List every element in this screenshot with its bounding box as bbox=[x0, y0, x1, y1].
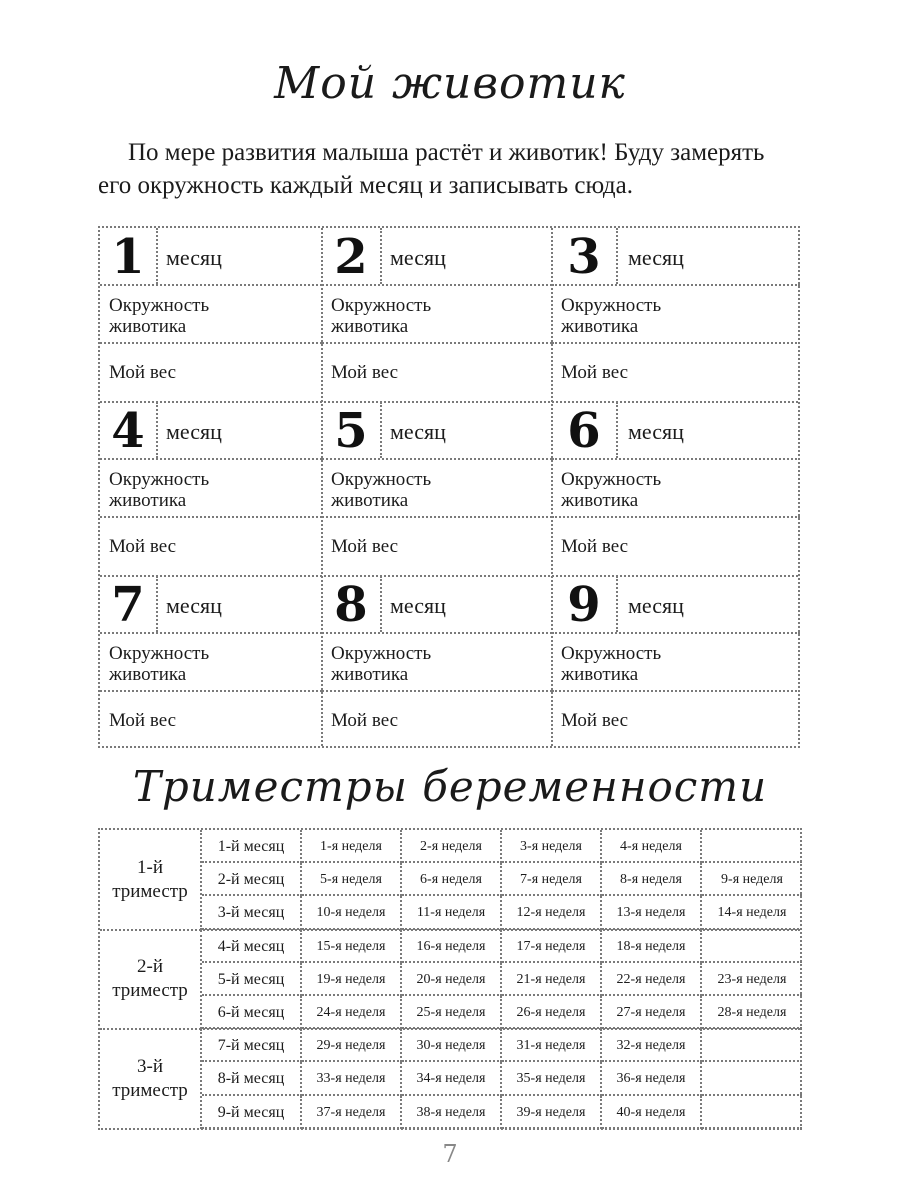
month-word: месяц bbox=[166, 419, 222, 444]
month-word: месяц bbox=[390, 593, 446, 618]
month-header bbox=[322, 576, 552, 634]
circumference-label-line-1: Окружность bbox=[109, 469, 210, 490]
week-cell: 8-я неделя bbox=[602, 863, 702, 896]
belly-circumference-field[interactable] bbox=[100, 634, 322, 692]
intro-line-2: его окружность каждый месяц и записывать сюда. bbox=[98, 172, 633, 199]
week-cell: 13-я неделя bbox=[602, 896, 702, 929]
month-header bbox=[552, 228, 800, 286]
month-header bbox=[322, 402, 552, 460]
my-weight-field[interactable]: Мой вес bbox=[331, 710, 399, 731]
week-cell: 39-я неделя bbox=[502, 1096, 602, 1129]
my-weight-field[interactable]: Мой вес bbox=[331, 536, 399, 557]
week-cell: 29-я неделя bbox=[302, 1029, 402, 1062]
circumference-label-line-2: животика bbox=[561, 490, 639, 511]
week-cell: 38-я неделя bbox=[402, 1096, 502, 1129]
circumference-label-line-2: животика bbox=[109, 490, 187, 511]
week-cell: 34-я неделя bbox=[402, 1062, 502, 1095]
trimester-month-cell: 7-й месяц bbox=[202, 1029, 302, 1062]
week-cell: 5-я неделя bbox=[302, 863, 402, 896]
circumference-label-line-1: Окружность bbox=[331, 643, 432, 664]
trimester-month-cell: 4-й месяц bbox=[202, 930, 302, 963]
month-block bbox=[322, 576, 552, 750]
week-cell: 15-я неделя bbox=[302, 930, 402, 963]
circumference-label-line-1: Окружность bbox=[109, 643, 210, 664]
month-word: месяц bbox=[628, 593, 684, 618]
trimester-number: 3-й bbox=[137, 1055, 163, 1077]
month-number: 3 bbox=[552, 228, 618, 284]
circumference-label-line-2: животика bbox=[561, 664, 639, 685]
my-weight-field[interactable]: Мой вес bbox=[331, 362, 399, 383]
week-cell: 31-я неделя bbox=[502, 1029, 602, 1062]
belly-circumference-field[interactable] bbox=[322, 634, 552, 692]
month-word: месяц bbox=[166, 593, 222, 618]
trimester-month-cell: 1-й месяц bbox=[202, 830, 302, 863]
week-cell bbox=[702, 1062, 802, 1095]
month-block bbox=[322, 228, 552, 402]
my-weight-field[interactable]: Мой вес bbox=[109, 710, 177, 731]
belly-circumference-field[interactable] bbox=[552, 634, 800, 692]
week-cell: 10-я неделя bbox=[302, 896, 402, 929]
week-cell: 26-я неделя bbox=[502, 996, 602, 1029]
intro-paragraph bbox=[98, 136, 818, 202]
my-weight-field[interactable]: Мой вес bbox=[561, 362, 629, 383]
belly-circumference-field[interactable] bbox=[322, 286, 552, 344]
belly-circumference-field[interactable] bbox=[552, 460, 800, 518]
month-block bbox=[100, 228, 322, 402]
month-block bbox=[100, 576, 322, 750]
month-number: 6 bbox=[552, 402, 618, 458]
week-cell: 17-я неделя bbox=[502, 930, 602, 963]
belly-circumference-field[interactable] bbox=[322, 460, 552, 518]
column-divider bbox=[551, 228, 553, 746]
month-number: 2 bbox=[322, 228, 382, 284]
trimester-divider bbox=[100, 1028, 800, 1030]
month-number: 9 bbox=[552, 576, 618, 632]
my-weight-field[interactable]: Мой вес bbox=[109, 536, 177, 557]
month-block bbox=[552, 228, 800, 402]
circumference-label-line-1: Окружность bbox=[331, 295, 432, 316]
week-cell: 7-я неделя bbox=[502, 863, 602, 896]
page-title: Мой животик bbox=[274, 58, 626, 109]
month-number: 1 bbox=[100, 228, 158, 284]
month-block bbox=[552, 576, 800, 750]
week-cell: 6-я неделя bbox=[402, 863, 502, 896]
my-weight-field[interactable]: Мой вес bbox=[109, 362, 177, 383]
week-cell: 22-я неделя bbox=[602, 963, 702, 996]
trimesters-title: Триместры беременности bbox=[132, 762, 768, 811]
intro-line-1: По мере развития малыша растёт и животик! Буду замерять bbox=[128, 139, 765, 166]
belly-circumference-field[interactable] bbox=[100, 460, 322, 518]
trimester-word: триместр bbox=[112, 880, 188, 902]
trimester-word: триместр bbox=[112, 1079, 188, 1101]
week-cell: 21-я неделя bbox=[502, 963, 602, 996]
month-number: 4 bbox=[100, 402, 158, 458]
circumference-label-line-2: животика bbox=[331, 316, 409, 337]
week-cell: 37-я неделя bbox=[302, 1096, 402, 1129]
circumference-label-line-1: Окружность bbox=[561, 643, 662, 664]
week-cell: 32-я неделя bbox=[602, 1029, 702, 1062]
week-cell: 2-я неделя bbox=[402, 830, 502, 863]
trimester-month-cell: 6-й месяц bbox=[202, 996, 302, 1029]
week-cell: 3-я неделя bbox=[502, 830, 602, 863]
week-cell: 28-я неделя bbox=[702, 996, 802, 1029]
trimester-word: триместр bbox=[112, 980, 188, 1002]
circumference-label-line-2: животика bbox=[109, 316, 187, 337]
week-cell: 18-я неделя bbox=[602, 930, 702, 963]
week-cell bbox=[702, 830, 802, 863]
trimester-month-cell: 9-й месяц bbox=[202, 1096, 302, 1129]
month-header bbox=[552, 576, 800, 634]
trimester-divider bbox=[100, 929, 800, 931]
row-group-divider bbox=[100, 401, 798, 403]
circumference-label-line-1: Окружность bbox=[331, 469, 432, 490]
trimester-label bbox=[100, 1029, 202, 1129]
week-cell: 40-я неделя bbox=[602, 1096, 702, 1129]
circumference-label-line-1: Окружность bbox=[561, 469, 662, 490]
circumference-label-line-2: животика bbox=[109, 664, 187, 685]
belly-circumference-field[interactable] bbox=[552, 286, 800, 344]
month-block bbox=[100, 402, 322, 576]
my-weight-field[interactable]: Мой вес bbox=[561, 710, 629, 731]
week-cell: 1-я неделя bbox=[302, 830, 402, 863]
week-cell: 23-я неделя bbox=[702, 963, 802, 996]
trimester-number: 1-й bbox=[137, 856, 163, 878]
circumference-label-line-2: животика bbox=[561, 316, 639, 337]
week-cell bbox=[702, 1096, 802, 1129]
week-cell: 4-я неделя bbox=[602, 830, 702, 863]
trimester-label bbox=[100, 930, 202, 1030]
month-word: месяц bbox=[166, 245, 222, 270]
trimester-month-cell: 2-й месяц bbox=[202, 863, 302, 896]
month-block bbox=[322, 402, 552, 576]
week-cell bbox=[702, 1029, 802, 1062]
week-cell: 25-я неделя bbox=[402, 996, 502, 1029]
circumference-label-line-2: животика bbox=[331, 664, 409, 685]
week-cell: 9-я неделя bbox=[702, 863, 802, 896]
belly-circumference-field[interactable] bbox=[100, 286, 322, 344]
trimester-month-cell: 5-й месяц bbox=[202, 963, 302, 996]
week-cell: 35-я неделя bbox=[502, 1062, 602, 1095]
week-cell: 36-я неделя bbox=[602, 1062, 702, 1095]
week-cell: 20-я неделя bbox=[402, 963, 502, 996]
month-word: месяц bbox=[628, 419, 684, 444]
monthly-measurement-grid bbox=[98, 226, 800, 748]
month-number: 7 bbox=[100, 576, 158, 632]
month-header bbox=[322, 228, 552, 286]
trimester-month-cell: 3-й месяц bbox=[202, 896, 302, 929]
week-cell: 30-я неделя bbox=[402, 1029, 502, 1062]
week-cell: 24-я неделя bbox=[302, 996, 402, 1029]
week-cell: 33-я неделя bbox=[302, 1062, 402, 1095]
trimester-label bbox=[100, 830, 202, 930]
month-number: 8 bbox=[322, 576, 382, 632]
month-header bbox=[100, 402, 322, 460]
month-header bbox=[552, 402, 800, 460]
week-cell bbox=[702, 930, 802, 963]
trimester-table bbox=[98, 828, 802, 1130]
month-header bbox=[100, 228, 322, 286]
my-weight-field[interactable]: Мой вес bbox=[561, 536, 629, 557]
month-word: месяц bbox=[390, 419, 446, 444]
page-number: 7 bbox=[442, 1140, 458, 1168]
month-header bbox=[100, 576, 322, 634]
week-cell: 27-я неделя bbox=[602, 996, 702, 1029]
month-word: месяц bbox=[628, 245, 684, 270]
week-cell: 16-я неделя bbox=[402, 930, 502, 963]
trimester-number: 2-й bbox=[137, 956, 163, 978]
circumference-label-line-2: животика bbox=[331, 490, 409, 511]
month-word: месяц bbox=[390, 245, 446, 270]
week-cell: 11-я неделя bbox=[402, 896, 502, 929]
circumference-label-line-1: Окружность bbox=[561, 295, 662, 316]
month-block bbox=[552, 402, 800, 576]
row-group-divider bbox=[100, 575, 798, 577]
week-cell: 14-я неделя bbox=[702, 896, 802, 929]
week-cell: 12-я неделя bbox=[502, 896, 602, 929]
week-cell: 19-я неделя bbox=[302, 963, 402, 996]
column-divider bbox=[321, 228, 323, 746]
trimester-month-cell: 8-й месяц bbox=[202, 1062, 302, 1095]
month-number: 5 bbox=[322, 402, 382, 458]
circumference-label-line-1: Окружность bbox=[109, 295, 210, 316]
